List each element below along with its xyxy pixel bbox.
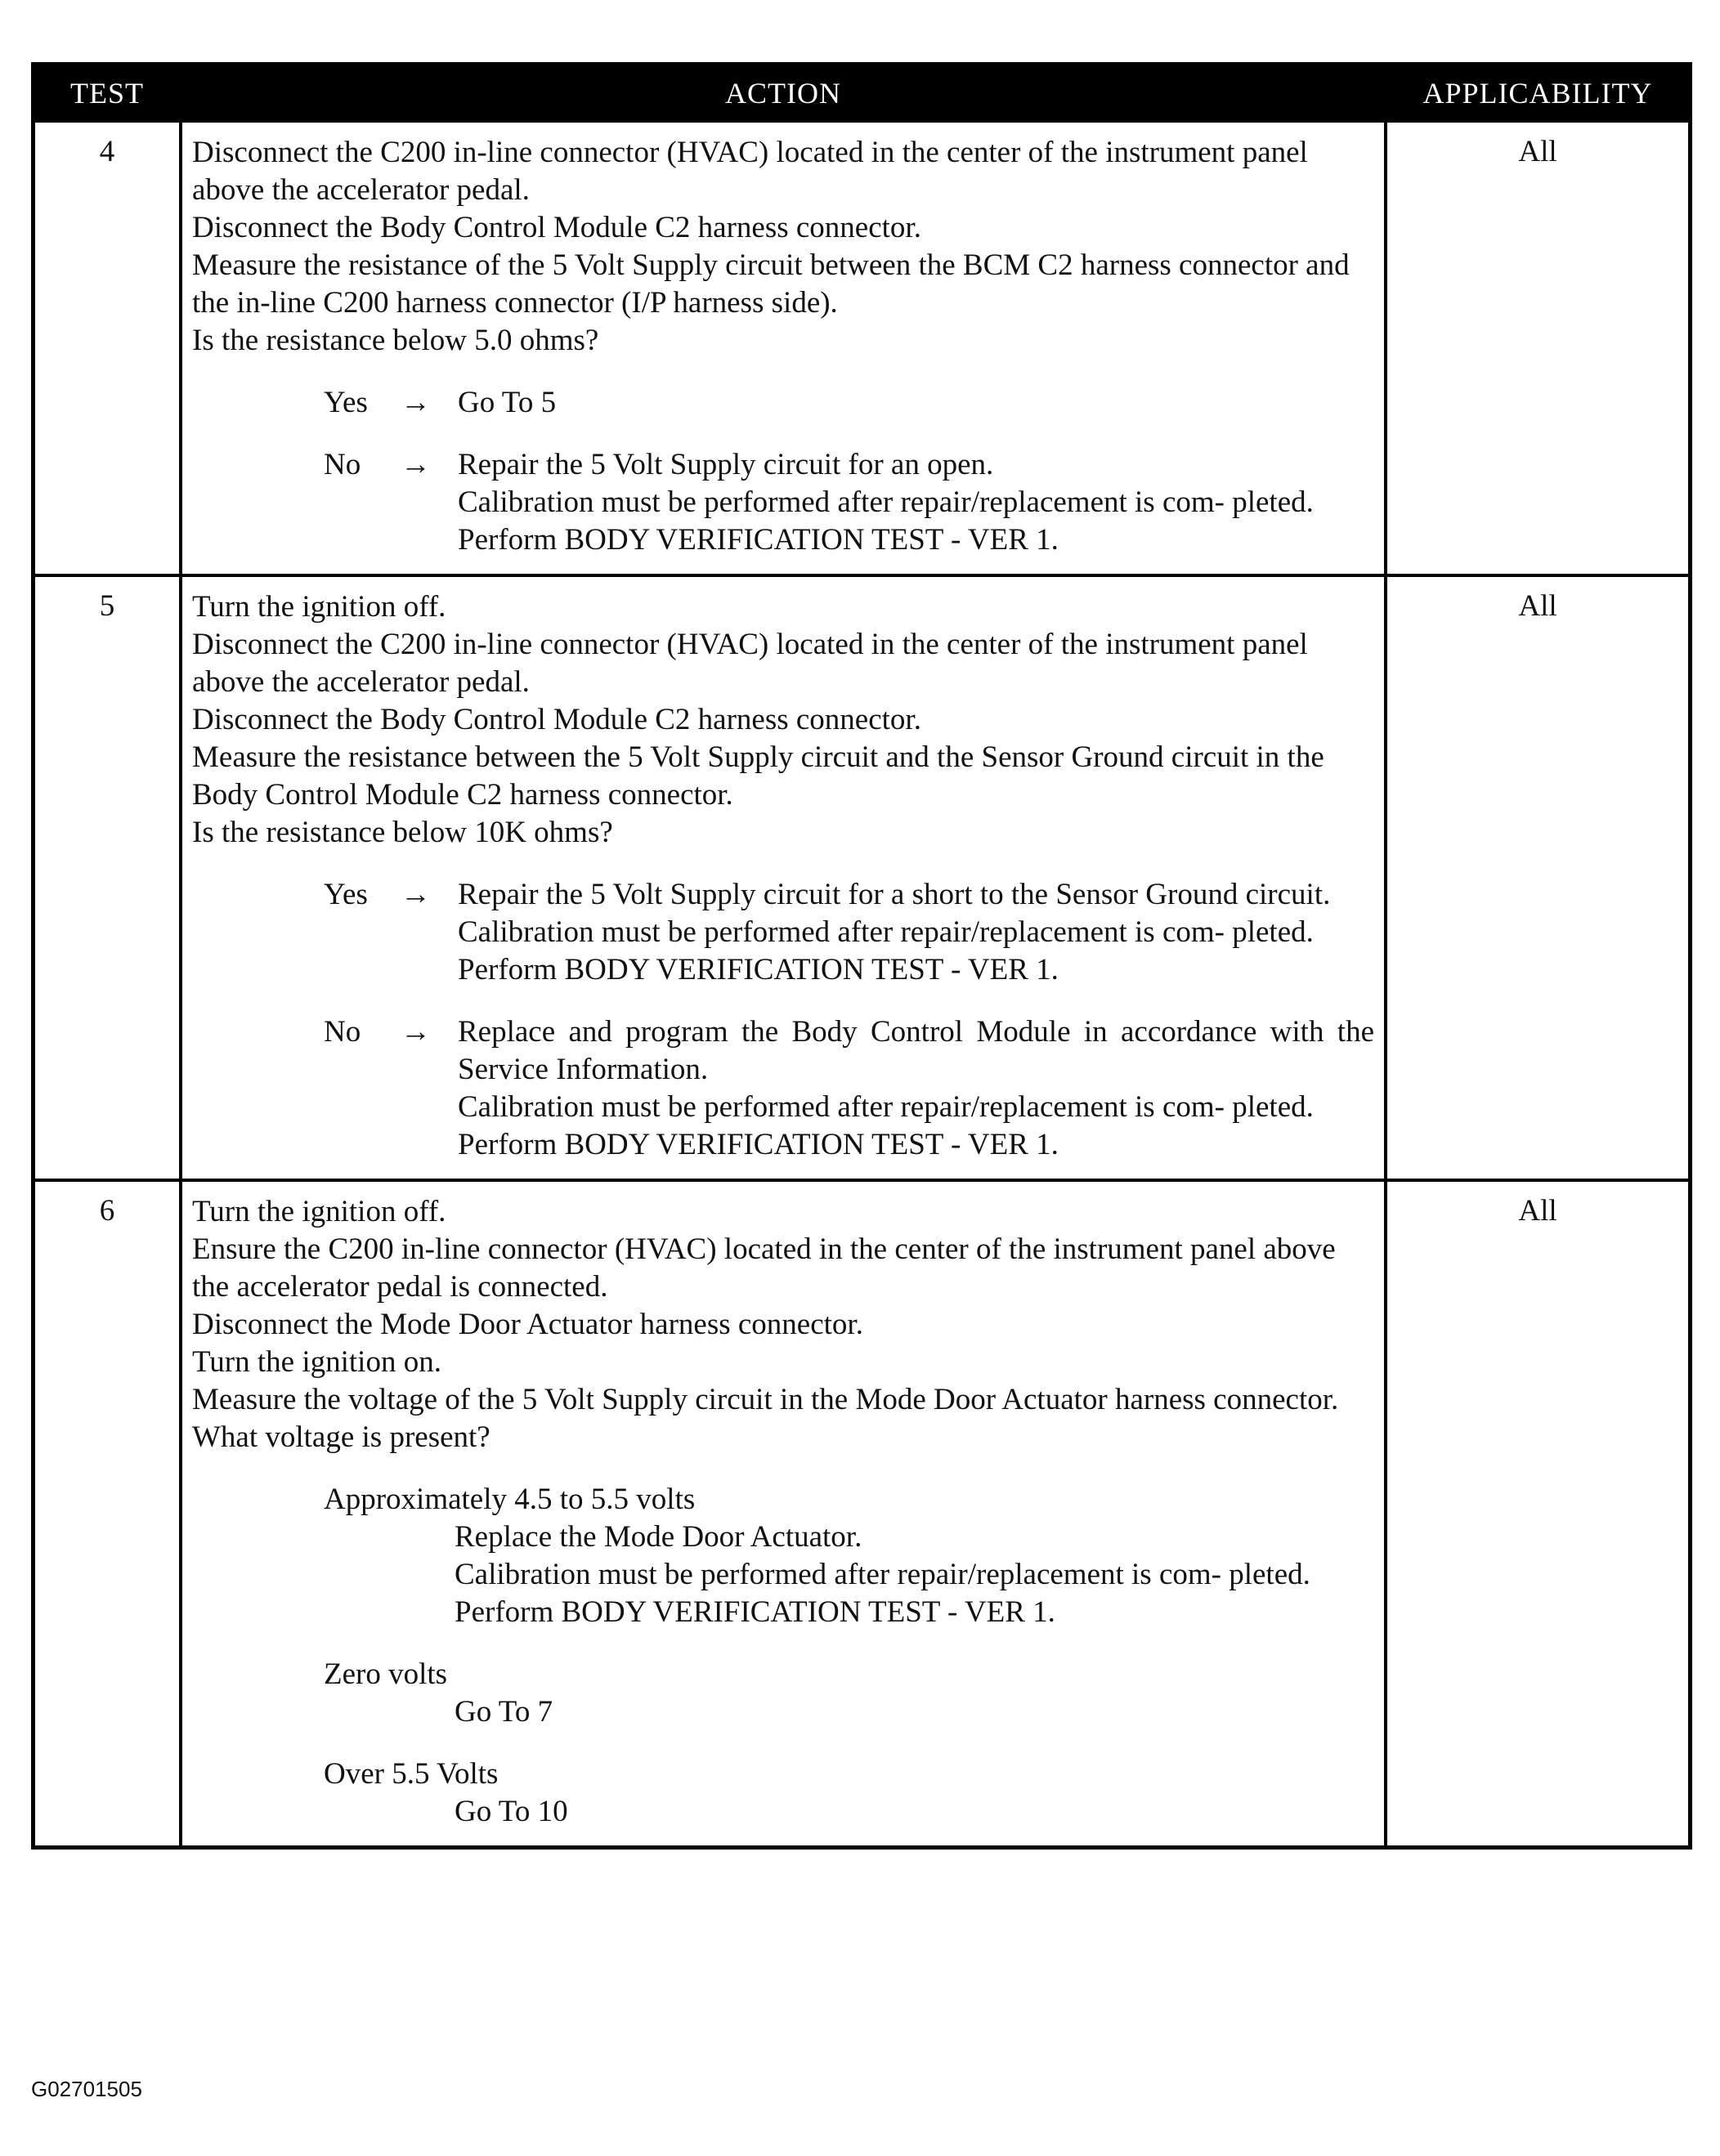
response-text [458, 1013, 1374, 1164]
option-label: Over 5.5 Volts [324, 1757, 499, 1791]
header-test: TEST [70, 76, 144, 110]
action-step: Disconnect the Body Control Module C2 harness connector. [192, 703, 921, 736]
table-row [35, 574, 1688, 1179]
arrow-icon: → [401, 878, 431, 911]
action-question: Is the resistance below 10K ohms? [192, 816, 613, 849]
response-text [458, 876, 1374, 989]
response-yes [324, 384, 1374, 422]
response-line: Calibration must be performed after repair/replacement is com- pleted. [458, 915, 1314, 949]
voltage-option [324, 1656, 1374, 1731]
figure-code: G02701505 [31, 2077, 142, 2101]
action-step: Measure the voltage of the 5 Volt Supply circuit in the Mode Door Actuator harness connector. [192, 1383, 1339, 1416]
arrow-icon: → [401, 386, 431, 419]
option-line: Calibration must be performed after repair/replacement is com- pleted. [455, 1558, 1310, 1591]
option-line: Replace the Mode Door Actuator. [455, 1520, 862, 1554]
action-step: Turn the ignition on. [192, 1345, 441, 1379]
action-step: Turn the ignition off. [192, 590, 446, 624]
header-action: ACTION [725, 76, 841, 110]
response-label: No [324, 448, 361, 481]
option-label: Approximately 4.5 to 5.5 volts [324, 1483, 696, 1516]
arrow-icon: → [401, 1015, 431, 1049]
action-cell [179, 123, 1387, 574]
response-line: Perform BODY VERIFICATION TEST - VER 1. [458, 953, 1059, 986]
response-text [458, 446, 1374, 559]
action-step: Measure the resistance of the 5 Volt Supply circuit between the BCM C2 harness connector and the in-line C200 harness connector (I/P harness side). [192, 248, 1350, 320]
action-step: Disconnect the C200 in-line connector (HVAC) located in the center of the instrument panel above the accelerator pedal. [192, 628, 1308, 699]
option-line: Go To 10 [455, 1795, 568, 1828]
action-cell [179, 1182, 1387, 1845]
action-step: Disconnect the C200 in-line connector (HVAC) located in the center of the instrument panel above the accelerator pedal. [192, 136, 1308, 207]
response-line: Replace and program the Body Control Module in accordance with the Service Information. [458, 1015, 1374, 1086]
response-label: No [324, 1015, 361, 1049]
applicability-value: All [1518, 135, 1557, 168]
response-line: Repair the 5 Volt Supply circuit for an open. [458, 448, 994, 481]
diagnostic-test-table [31, 62, 1692, 1850]
response-line: Perform BODY VERIFICATION TEST - VER 1. [458, 1128, 1059, 1161]
response-line: Perform BODY VERIFICATION TEST - VER 1. [458, 523, 1059, 557]
response-text [458, 384, 1374, 422]
voltage-option [324, 1481, 1374, 1631]
action-cell [179, 577, 1387, 1179]
table-header [35, 66, 1688, 119]
action-step: Disconnect the Mode Door Actuator harness connector. [192, 1308, 863, 1341]
test-number: 4 [99, 135, 115, 168]
voltage-option [324, 1756, 1374, 1831]
action-question: Is the resistance below 5.0 ohms? [192, 324, 599, 357]
response-line: Calibration must be performed after repair/replacement is com- pleted. [458, 1090, 1314, 1124]
arrow-icon: → [401, 448, 431, 481]
applicability-value: All [1518, 589, 1557, 623]
applicability-value: All [1518, 1194, 1557, 1228]
header-applicability: APPLICABILITY [1422, 76, 1653, 110]
response-label: Yes [324, 386, 368, 419]
response-no [324, 446, 1374, 559]
response-line: Calibration must be performed after repair/replacement is com- pleted. [458, 485, 1314, 519]
response-label: Yes [324, 878, 368, 911]
action-step: Measure the resistance between the 5 Volt Supply circuit and the Sensor Ground circuit in the Body Control Module C2 harness connector. [192, 740, 1324, 812]
option-line: Go To 7 [455, 1695, 553, 1729]
action-question: What voltage is present? [192, 1420, 490, 1454]
response-line: Repair the 5 Volt Supply circuit for a short to the Sensor Ground circuit. [458, 878, 1331, 911]
action-step: Disconnect the Body Control Module C2 harness connector. [192, 211, 921, 244]
table-row [35, 1179, 1688, 1845]
response-yes [324, 876, 1374, 989]
test-number: 6 [99, 1194, 115, 1228]
action-step: Turn the ignition off. [192, 1195, 446, 1228]
option-label: Zero volts [324, 1657, 448, 1691]
response-line: Go To 5 [458, 386, 557, 419]
option-line: Perform BODY VERIFICATION TEST - VER 1. [455, 1595, 1055, 1629]
test-number: 5 [99, 589, 115, 623]
action-step: Ensure the C200 in-line connector (HVAC) located in the center of the instrument panel above the accelerator pedal is connected. [192, 1232, 1336, 1304]
table-row [35, 119, 1688, 574]
response-no [324, 1013, 1374, 1164]
